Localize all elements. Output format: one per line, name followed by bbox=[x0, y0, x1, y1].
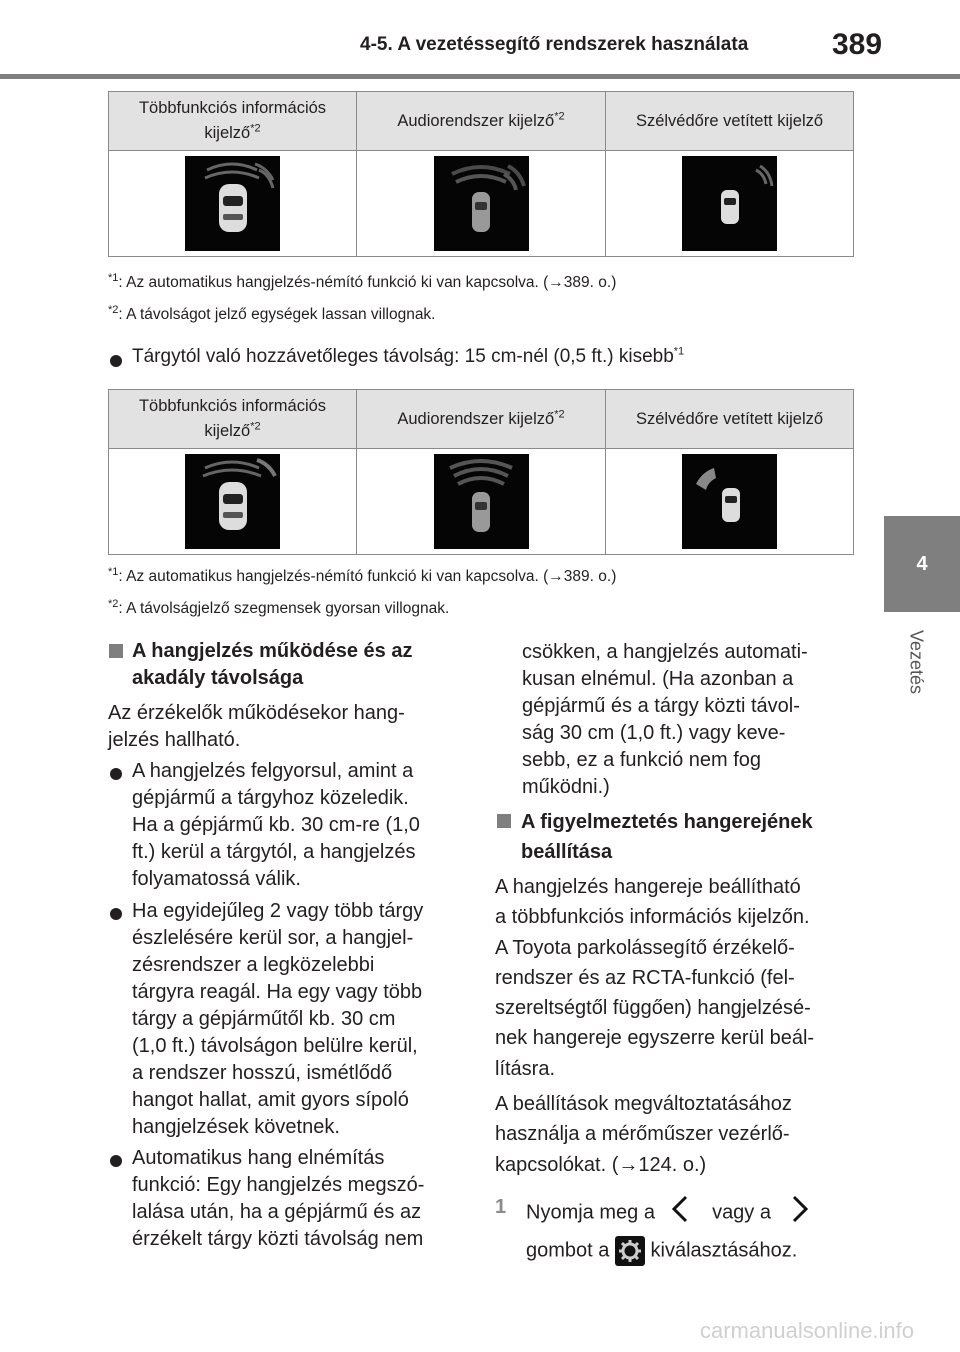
watermark: carmanualsonline.info bbox=[700, 1318, 915, 1343]
bullet-dot bbox=[110, 1154, 122, 1172]
chapter-label: Vezetés bbox=[906, 629, 927, 695]
section-marker-1 bbox=[109, 644, 123, 663]
chapter-tab bbox=[884, 516, 960, 612]
bullet-dot bbox=[110, 354, 122, 372]
table1-header-audio: Audiorendszer kijelző$^{*2}$ bbox=[357, 92, 606, 151]
hud-display-image bbox=[682, 156, 777, 251]
table1-header-multi: Többfunkciós információs kijelző$^{*2}$ bbox=[109, 92, 357, 151]
display-table-1 bbox=[108, 91, 854, 257]
volume-paragraph: A hangjelzés hangereje beállítható a többfunkciós információs kijelzőn. A Toyota parkolássegítő érzékelő- rendszer és az RCTA-funkció (fel- szereltségtől függően) hangjelzésé- nek hangereje egyszerre kerül beál- lításra. bbox=[495, 876, 815, 1080]
bullet-dot bbox=[110, 907, 122, 925]
footnote-2: $^{*2}$: A távolságot jelző egységek lassan villognak. bbox=[108, 303, 436, 323]
auto-mute-continued: csökken, a hangjelzés automati- kusan elnémul. (Ha azonban a gépjármű és a tárgy közti távol- ság 30 cm (1,0 ft.) vagy keve- sebb, ez a funkció nem fog működni.) bbox=[522, 641, 808, 798]
audio-display-image-2 bbox=[434, 454, 529, 549]
bullet-speedup: A hangjelzés felgyorsul, amint a gépjármű a tárgyhoz közeledik. Ha a gépjármű kb. 30 cm-re (1,0 ft.) kerül a tárgytól, a hangjelzés folyamatossá válik. bbox=[132, 760, 420, 890]
chapter-number: 4 bbox=[916, 552, 928, 575]
step-number: 1 bbox=[495, 1196, 507, 1218]
footnote-3: $^{*1}$: Az automatikus hangjelzés-némító funkció ki van kapcsolva. (→389. o.) bbox=[108, 565, 617, 585]
multi-display-image bbox=[185, 156, 280, 251]
page-number: 389 bbox=[832, 28, 883, 61]
header-rule bbox=[0, 74, 960, 79]
section-title: 4-5. A vezetéssegítő rendszerek használata bbox=[360, 34, 749, 55]
table2-header-multi: Többfunkciós információs kijelző$^{*2}$ bbox=[109, 390, 357, 449]
display-table-2 bbox=[108, 389, 854, 555]
section-marker-2 bbox=[497, 814, 511, 833]
table2-header-audio: Audiorendszer kijelző$^{*2}$ bbox=[357, 390, 606, 449]
hud-display-image-2 bbox=[682, 454, 777, 549]
bullet-multiple-objects: Ha egyidejűleg 2 vagy több tárgy észlelésére kerül sor, a hangjel- zésrendszer a legközelebbi tárgyra reagál. Ha egy vagy több tárgy a gépjárműtől kb. 30 cm (1,0 ft.) távolságon belülre kerül, a rendszer hosszú, ismétlődő hangot hallat, amit gyors sípoló hangjelzések követnek. bbox=[132, 900, 424, 1138]
table1-header-hud: Szélvédőre vetített kijelző bbox=[606, 92, 854, 151]
step-text-line1: Nyomja meg a vagy a bbox=[526, 1194, 819, 1232]
heading-volume-setting: A figyelmeztetés hangerejének beállítása bbox=[521, 811, 813, 863]
footnote-1: $^{*1}$: Az automatikus hangjelzés-némító funkció ki van kapcsolva. (→389. o.) bbox=[108, 271, 617, 291]
multi-display-image-2 bbox=[185, 454, 280, 549]
footnote-4: $^{*2}$: A távolságjelző szegmensek gyorsan villognak. bbox=[108, 597, 450, 617]
gear-icon bbox=[615, 1236, 645, 1266]
step-text-line2: gombot a kiválasztásához. bbox=[526, 1236, 797, 1266]
bullet-dot bbox=[110, 767, 122, 785]
heading-sound-operation: A hangjelzés működése és az akadály távolsága bbox=[132, 640, 413, 689]
intro-paragraph: Az érzékelők működésekor hang- jelzés hallható. bbox=[108, 702, 405, 751]
chevron-left-icon bbox=[669, 1194, 699, 1232]
distance-bullet: Tárgytól való hozzávetőleges távolság: 15 cm-nél (0,5 ft.) kisebb$^{*1}$ bbox=[132, 345, 685, 367]
bullet-auto-mute: Automatikus hang elnémítás funkció: Egy hangjelzés megszó- lalása után, ha a gépjármű és az érzékelt tárgy közti távolság nem bbox=[132, 1147, 425, 1250]
settings-paragraph: A beállítások megváltoztatásához használja a mérőműszer vezérlő- kapcsolókat. (→124. o.) bbox=[495, 1093, 792, 1176]
chevron-right-icon bbox=[789, 1194, 819, 1232]
table2-header-hud: Szélvédőre vetített kijelző bbox=[606, 390, 854, 449]
audio-display-image bbox=[434, 156, 529, 251]
